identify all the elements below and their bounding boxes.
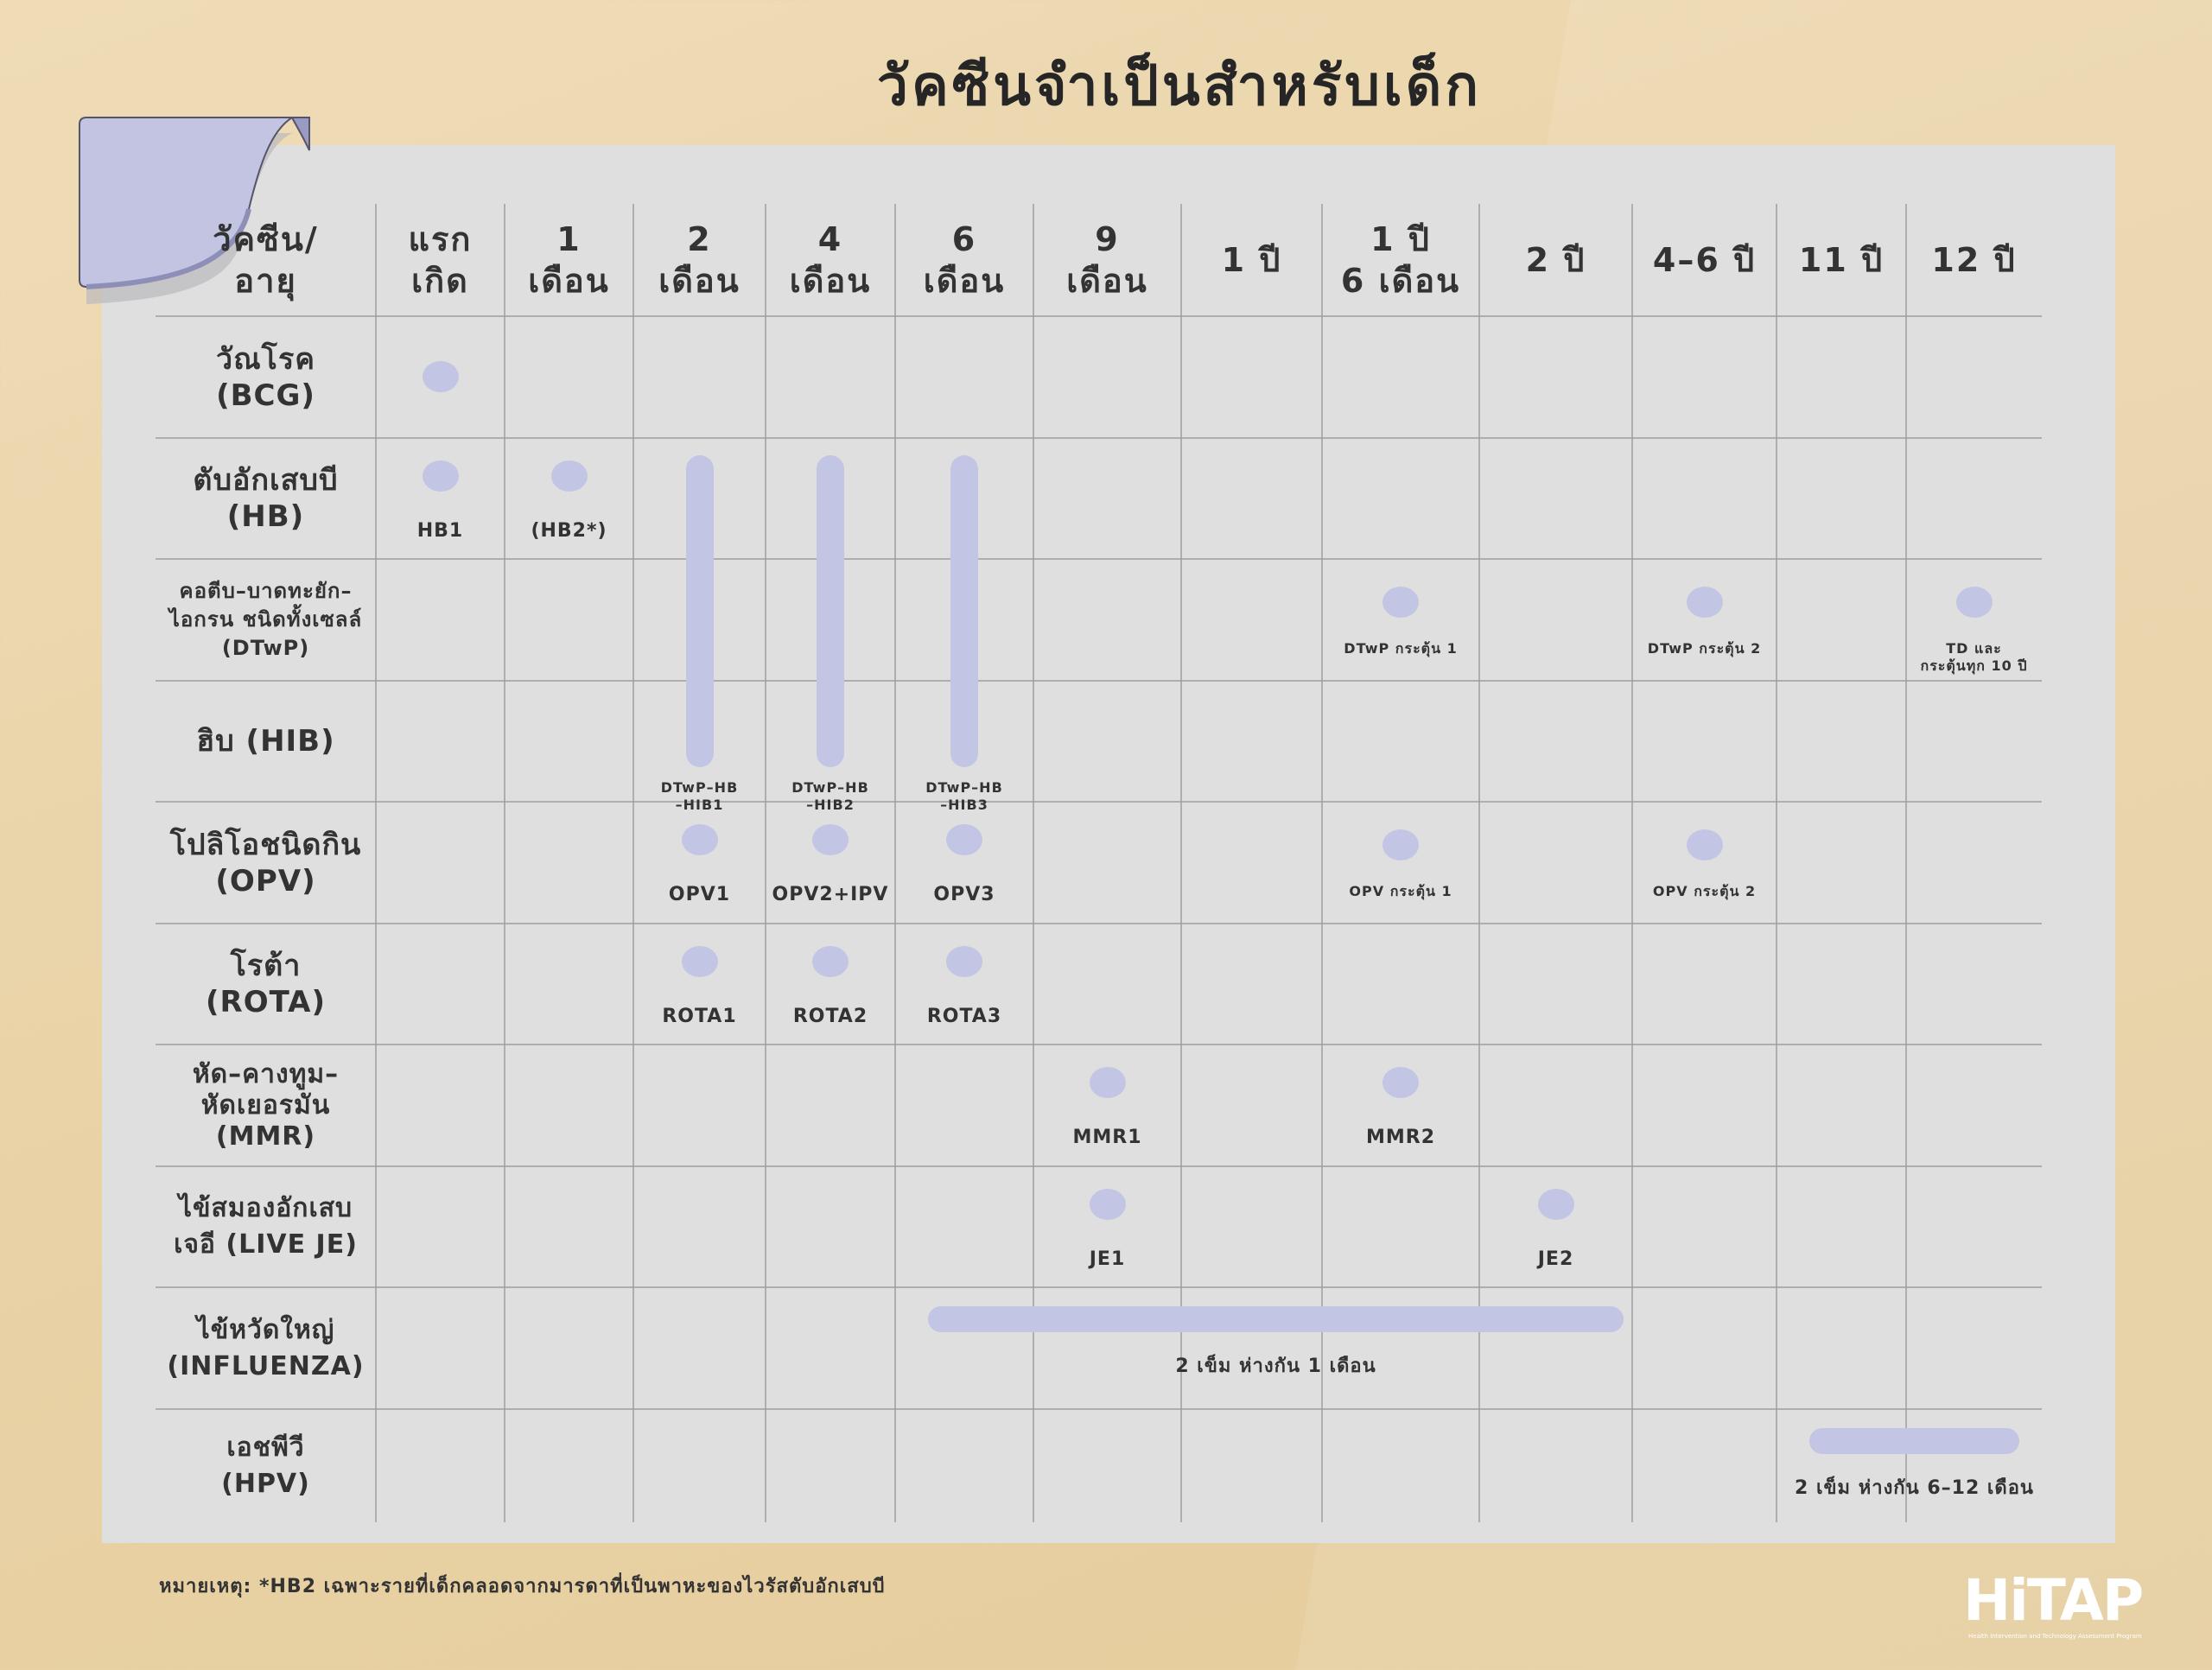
dose-dot bbox=[1382, 829, 1419, 860]
dose-label: OPV กระตุ้น 1 bbox=[1349, 883, 1452, 899]
schedule-panel bbox=[102, 145, 2115, 1543]
dose-label: ROTA1 bbox=[662, 1006, 737, 1027]
range-bar bbox=[928, 1306, 1624, 1332]
dose-label: JE2 bbox=[1537, 1248, 1574, 1270]
vaccine-row-hb: ตับอักเสบบี (HB) bbox=[193, 463, 339, 534]
combined-dose-label: DTwP–HB –HIB1 bbox=[660, 779, 739, 813]
dose-label: DTwP กระตุ้น 1 bbox=[1344, 640, 1458, 657]
hitap-logo bbox=[1963, 1567, 2143, 1645]
vaccine-row-bcg: วัณโรค (BCG) bbox=[216, 341, 315, 413]
dose-dot bbox=[682, 824, 718, 855]
vaccine-row-influenza: ไข้หวัดใหญ่ (INFLUENZA) bbox=[167, 1314, 365, 1381]
age-header-9-months: 9 เดือน bbox=[1066, 220, 1148, 300]
dose-dot bbox=[1538, 1189, 1574, 1220]
dose-dot bbox=[1382, 1067, 1419, 1098]
dose-dot bbox=[1090, 1189, 1126, 1220]
dose-dot bbox=[1090, 1067, 1126, 1098]
dose-dot bbox=[551, 460, 588, 492]
dose-label: HB1 bbox=[416, 520, 464, 542]
vaccine-row-hib: ฮิบ (HIB) bbox=[196, 724, 335, 759]
dose-dot bbox=[1687, 829, 1723, 860]
dose-dot bbox=[423, 460, 459, 492]
combined-dose-bar bbox=[950, 455, 978, 767]
range-bar bbox=[1809, 1428, 2019, 1454]
dose-label: TD และ กระตุ้นทุก 10 ปี bbox=[1920, 640, 2028, 674]
age-header-4-months: 4 เดือน bbox=[789, 220, 872, 300]
logo-subtitle: Health Intervention and Technology Assessment Program bbox=[1968, 1633, 2142, 1640]
dose-label: OPV2+IPV bbox=[772, 884, 889, 905]
vaccine-row-mmr: หัด–คางทูม– หัดเยอรมัน (MMR) bbox=[192, 1058, 340, 1152]
logo-wordmark: HiTAP bbox=[1963, 1567, 2143, 1634]
range-label: 2 เข็ม ห่างกัน 1 เดือน bbox=[1175, 1356, 1376, 1377]
age-header-4-6-years: 4–6 ปี bbox=[1652, 241, 1757, 279]
dose-dot bbox=[812, 824, 849, 855]
footnote: หมายเหตุ: *HB2 เฉพาะรายที่เด็กคลอดจากมารดาที่เป็นพาหะของไวรัสตับอักเสบบี bbox=[159, 1576, 886, 1597]
dose-dot bbox=[946, 946, 982, 977]
dose-dot bbox=[1382, 587, 1419, 618]
dose-label: OPV1 bbox=[668, 884, 731, 905]
age-header-1-month: 1 เดือน bbox=[528, 220, 610, 300]
dose-label: OPV3 bbox=[933, 884, 995, 905]
dose-label: DTwP กระตุ้น 2 bbox=[1647, 640, 1762, 657]
dose-dot bbox=[1687, 587, 1723, 618]
dose-label: ROTA2 bbox=[792, 1006, 868, 1027]
combined-dose-label: DTwP–HB –HIB2 bbox=[791, 779, 869, 813]
dose-label: JE1 bbox=[1089, 1248, 1126, 1270]
dose-label: OPV กระตุ้น 2 bbox=[1652, 883, 1757, 899]
dose-label: ROTA3 bbox=[926, 1006, 1002, 1027]
dose-dot bbox=[812, 946, 849, 977]
age-header-birth: แรก เกิด bbox=[408, 220, 473, 300]
age-header-2-months: 2 เดือน bbox=[658, 220, 741, 300]
vaccine-row-hpv: เอชพีวี (HPV) bbox=[221, 1432, 310, 1499]
dose-dot bbox=[1956, 587, 1993, 618]
vaccine-row-rota: โรต้า (ROTA) bbox=[205, 949, 327, 1019]
dose-dot bbox=[682, 946, 718, 977]
dose-label: MMR1 bbox=[1072, 1127, 1142, 1148]
combined-dose-label: DTwP–HB –HIB3 bbox=[925, 779, 1003, 813]
dose-label: (HB2*) bbox=[531, 520, 607, 542]
age-header-1-year: 1 ปี bbox=[1221, 241, 1282, 279]
corner-header: วัคซีน/ อายุ bbox=[213, 220, 319, 300]
combined-dose-bar bbox=[686, 455, 714, 767]
range-label: 2 เข็ม ห่างกัน 6–12 เดือน bbox=[1795, 1477, 2034, 1499]
vaccine-row-dtwp: คอตีบ–บาดทะยัก– ไอกรน ชนิดทั้งเซลล์ (DTwP) bbox=[168, 579, 363, 660]
age-header-11-years: 11 ปี bbox=[1798, 241, 1885, 279]
combined-dose-bar bbox=[817, 455, 844, 767]
age-header-6-months: 6 เดือน bbox=[923, 220, 1006, 300]
dose-dot bbox=[946, 824, 982, 855]
vaccine-row-live-je: ไข้สมองอักเสบ เจอี (LIVE JE) bbox=[174, 1193, 358, 1260]
page-title: วัคซีนจำเป็นสำหรับเด็ก bbox=[877, 54, 1482, 118]
vaccine-row-opv: โปลิโอชนิดกิน (OPV) bbox=[169, 827, 362, 898]
dose-label: MMR2 bbox=[1365, 1127, 1436, 1148]
age-header-12-years: 12 ปี bbox=[1931, 241, 2017, 279]
dose-dot bbox=[423, 361, 459, 392]
age-header-18-months: 1 ปี 6 เดือน bbox=[1340, 220, 1461, 300]
age-header-2-years: 2 ปี bbox=[1525, 241, 1586, 279]
